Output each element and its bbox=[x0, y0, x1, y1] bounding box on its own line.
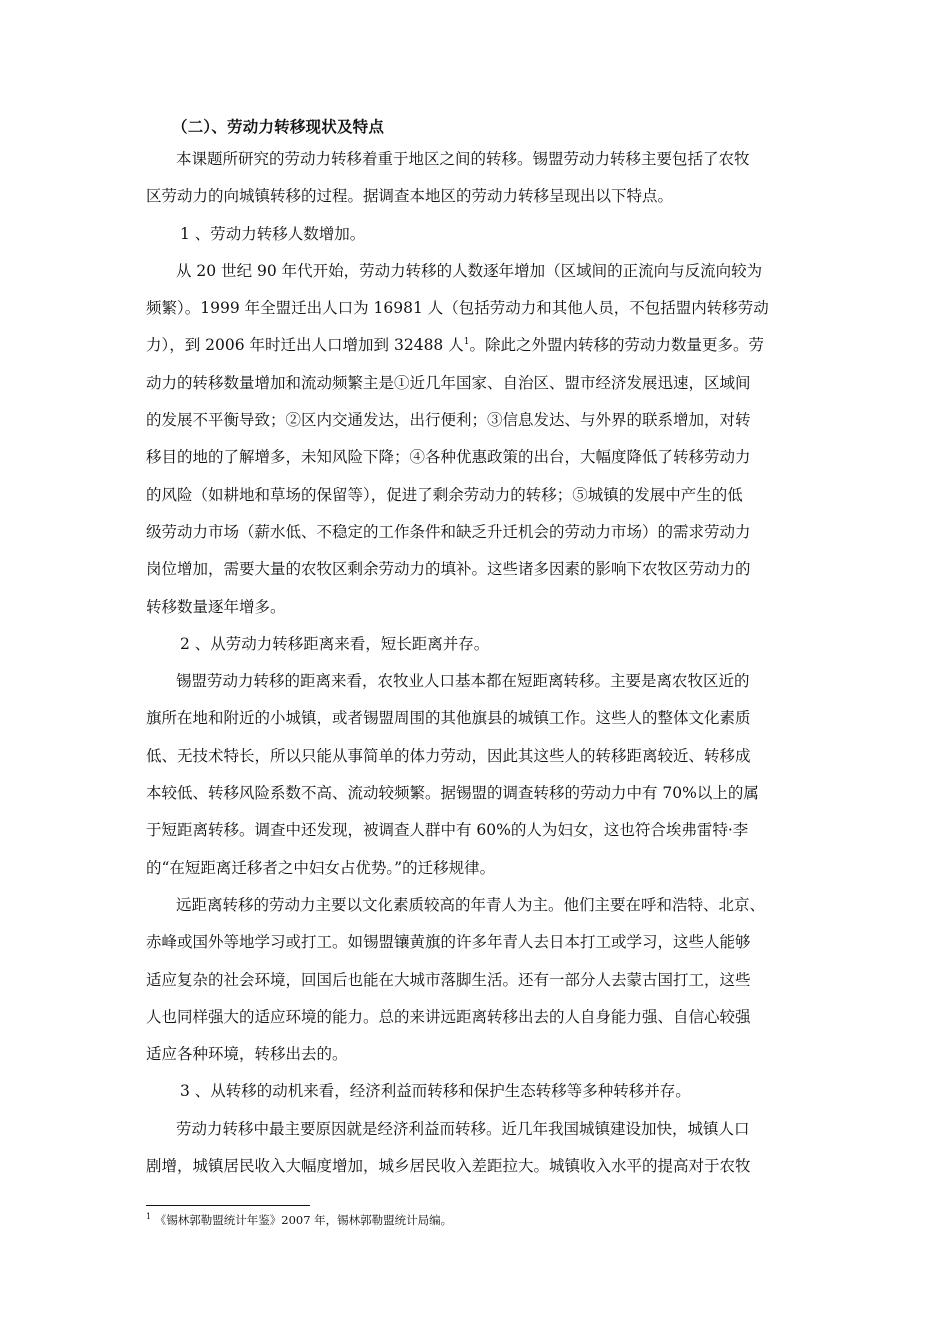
text-line: 劳动力转移中最主要原因就是经济利益而转移。近几年我国城镇建设加快，城镇人口 bbox=[176, 1119, 750, 1138]
text-line: 低、无技术特长，所以只能从事简单的体力劳动，因此其这些人的转移距离较近、转移成 bbox=[146, 746, 751, 765]
point-3-title: 3 、从转移的动机来看，经济利益而转移和保护生态转移等多种转移并存。 bbox=[180, 1082, 691, 1101]
text-line: 旗所在地和附近的小城镇，或者锡盟周围的其他旗县的城镇工作。这些人的整体文化素质 bbox=[146, 709, 751, 728]
text-line: 适应复杂的社会环境，回国后也能在大城市落脚生活。还有一部分人去蒙古国打工，这些 bbox=[146, 970, 751, 989]
text-line: 于短距离转移。调查中还发现，被调查人群中有 60%的人为妇女，这也符合埃弗雷特·李 bbox=[146, 821, 749, 840]
footnote-text: 《锡林郭勒盟统计年鉴》2007 年，锡林郭勒盟统计局编。 bbox=[154, 1213, 453, 1227]
text-line: 本较低、转移风险系数不高、流动较频繁。据锡盟的调查转移的劳动力中有 70%以上的属 bbox=[146, 784, 759, 803]
text-line: 动力的转移数量增加和流动频繁主是①近几年国家、自治区、盟市经济发展迅速，区域间 bbox=[146, 373, 751, 392]
text-line: 剧增，城镇居民收入大幅度增加，城乡居民收入差距拉大。城镇收入水平的提高对于农牧 bbox=[146, 1157, 751, 1176]
text-line: 远距离转移的劳动力主要以文化素质较高的年青人为主。他们主要在呼和浩特、北京、 bbox=[176, 895, 766, 914]
footnote-divider bbox=[146, 1205, 310, 1206]
text-line: 的“在短距离迁移者之中妇女占优势。”的迁移规律。 bbox=[146, 858, 496, 877]
footnote-mark: 1 bbox=[146, 1212, 152, 1222]
footnote-reference[interactable]: 1 bbox=[463, 337, 470, 348]
text-line: 转移数量逐年增多。 bbox=[146, 597, 286, 616]
point-1-title: 1 、劳动力转移人数增加。 bbox=[180, 224, 366, 243]
text-line: 人也同样强大的适应环境的能力。总的来讲远距离转移出去的人自身能力强、自信心较强 bbox=[146, 1007, 751, 1026]
text-line: 赤峰或国外等地学习或打工。如锡盟镶黄旗的许多年青人去日本打工或学习，这些人能够 bbox=[146, 933, 751, 952]
text-line: 的风险（如耕地和草场的保留等），促进了剩余劳动力的转移；⑤城镇的发展中产生的低 bbox=[146, 485, 743, 504]
point-1-paragraph bbox=[146, 253, 810, 626]
text-line: 频繁）。1999 年全盟迁出人口为 16981 人（包括劳动力和其他人员，不包括盟内转移劳动 bbox=[146, 299, 769, 318]
footnote bbox=[146, 1212, 452, 1228]
point-2-paragraph-1 bbox=[146, 663, 810, 887]
point-2-paragraph-2 bbox=[146, 887, 810, 1073]
body-text bbox=[146, 113, 810, 1185]
intro-paragraph bbox=[146, 141, 810, 216]
point-2-title: 2 、从劳动力转移距离来看，短长距离并存。 bbox=[180, 634, 490, 653]
text-line: 岗位增加，需要大量的农牧区剩余劳动力的填补。这些诸多因素的影响下农牧区劳动力的 bbox=[146, 560, 751, 579]
text-line: 级劳动力市场（薪水低、不稳定的工作条件和缺乏升迁机会的劳动力市场）的需求劳动力 bbox=[146, 522, 751, 541]
text-line: 本课题所研究的劳动力转移着重于地区之间的转移。锡盟劳动力转移主要包括了农牧 bbox=[176, 150, 750, 168]
text-line: 锡盟劳动力转移的距离来看，农牧业人口基本都在短距离转移。主要是离农牧区近的 bbox=[176, 672, 750, 691]
text-line: 力），到 2006 年时迁出人口增加到 32488 人$^1$。除此之外盟内转移的劳动力数量更多。劳 bbox=[146, 336, 764, 355]
text-line: 的发展不平衡导致；②区内交通发达，出行便利；③信息发达、与外界的联系增加，对转 bbox=[146, 411, 751, 430]
point-3-paragraph bbox=[146, 1111, 810, 1186]
text-line: 移目的地的了解增多，未知风险下降；④各种优惠政策的出台，大幅度降低了转移劳动力 bbox=[146, 448, 751, 467]
text-line: 从 20 世纪 90 年代开始，劳动力转移的人数逐年增加（区域间的正流向与反流向较为 bbox=[176, 261, 763, 280]
text-line: 适应各种环境，转移出去的。 bbox=[146, 1045, 348, 1064]
text-line: 区劳动力的向城镇转移的过程。据调查本地区的劳动力转移呈现出以下特点。 bbox=[146, 187, 674, 206]
section-heading: （二）、劳动力转移现状及特点 bbox=[172, 117, 385, 136]
